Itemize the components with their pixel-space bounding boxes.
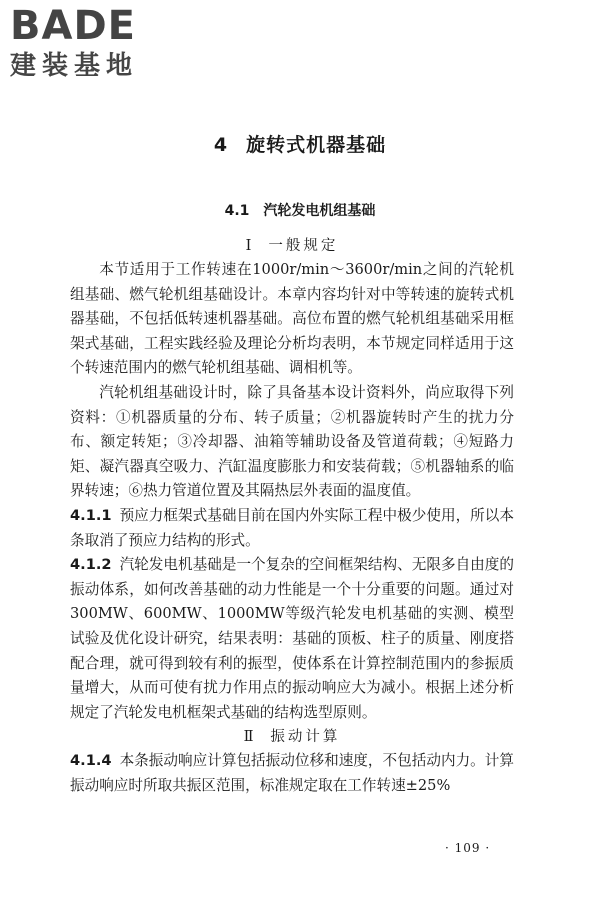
clause-4-1-4 xyxy=(70,749,514,798)
chapter-title xyxy=(0,130,600,157)
chapter-number: 4 xyxy=(213,134,229,156)
subsection-title: 振动计算 xyxy=(270,729,341,746)
chapter-title-text: 旋转式机器基础 xyxy=(246,134,387,156)
paragraph-materials: 汽轮机组基础设计时，除了具备基本设计资料外，尚应取得下列资料：①机器质量的分布、转子质量；②机器旋转时产生的扰力分布、额定转矩；③冷却器、油箱等辅助设备及管道荷载；④短路力矩、凝汽器真空吸力、汽缸温度膨胀力和安装荷载；⑤机器轴系的临界转速；⑥热力管道位置及其隔热层外表面的温度值。 xyxy=(70,383,514,500)
logo-brand-text: BADE xyxy=(10,3,136,49)
subsection-heading-general xyxy=(70,234,514,258)
page-content xyxy=(70,234,514,798)
clause-4-1-1 xyxy=(70,504,514,553)
subsection-title: 一般规定 xyxy=(268,238,339,254)
subsection-heading-vibration xyxy=(70,725,514,749)
clause-text: 汽轮发电机基础是一个复杂的空间框架结构、无限多自由度的振动体系，如何改善基础的动力性能是一个十分重要的问题。通过对300MW、600MW、1000MW等级汽轮发电机基础的实测、模型试验及优化设计研究，结果表明：基础的顶板、柱子的质量、刚度搭配合理，就可得到较有利的振型，使体系在计算控制范围内的参振质量增大，从而可使有扰力作用点的振动响应大为减小。根据上述分析规定了汽轮发电机框架式基础的结构选型原则。 xyxy=(70,556,514,721)
section-title xyxy=(0,200,600,220)
clause-4-1-2 xyxy=(70,553,514,725)
section-title-text: 汽轮发电机组基础 xyxy=(263,203,376,219)
brand-logo xyxy=(10,4,180,82)
paragraph-scope: 本节适用于工作转速在1000r/min～3600r/min之间的汽轮机组基础、燃气轮机组基础设计。本章内容均针对中等转速的旋转式机器基础，不包括低转速机器基础。高位布置的燃气轮机组基础采用框架式基础，工程实践经验及理论分析均表明，本节规定同样适用于这个转速范围内的燃气轮机组基础、调相机等。 xyxy=(70,261,514,377)
page-number: · 109 · xyxy=(445,841,491,855)
clause-number: 4.1.1 xyxy=(70,506,112,524)
clause-text: 预应力框架式基础目前在国内外实际工程中极少使用，所以本条取消了预应力结构的形式。 xyxy=(70,506,514,549)
subsection-numeral: Ⅱ xyxy=(243,729,257,746)
subsection-numeral: Ⅰ xyxy=(245,238,255,254)
clause-number: 4.1.4 xyxy=(70,752,112,770)
clause-number: 4.1.2 xyxy=(70,556,112,574)
logo-subtitle: 建装基地 xyxy=(10,51,139,81)
clause-text: 本条振动响应计算包括振动位移和速度，不包括动内力。计算振动响应时所取共振区范围，标准规定取在工作转速±25% xyxy=(70,752,514,794)
section-number: 4.1 xyxy=(224,203,250,219)
